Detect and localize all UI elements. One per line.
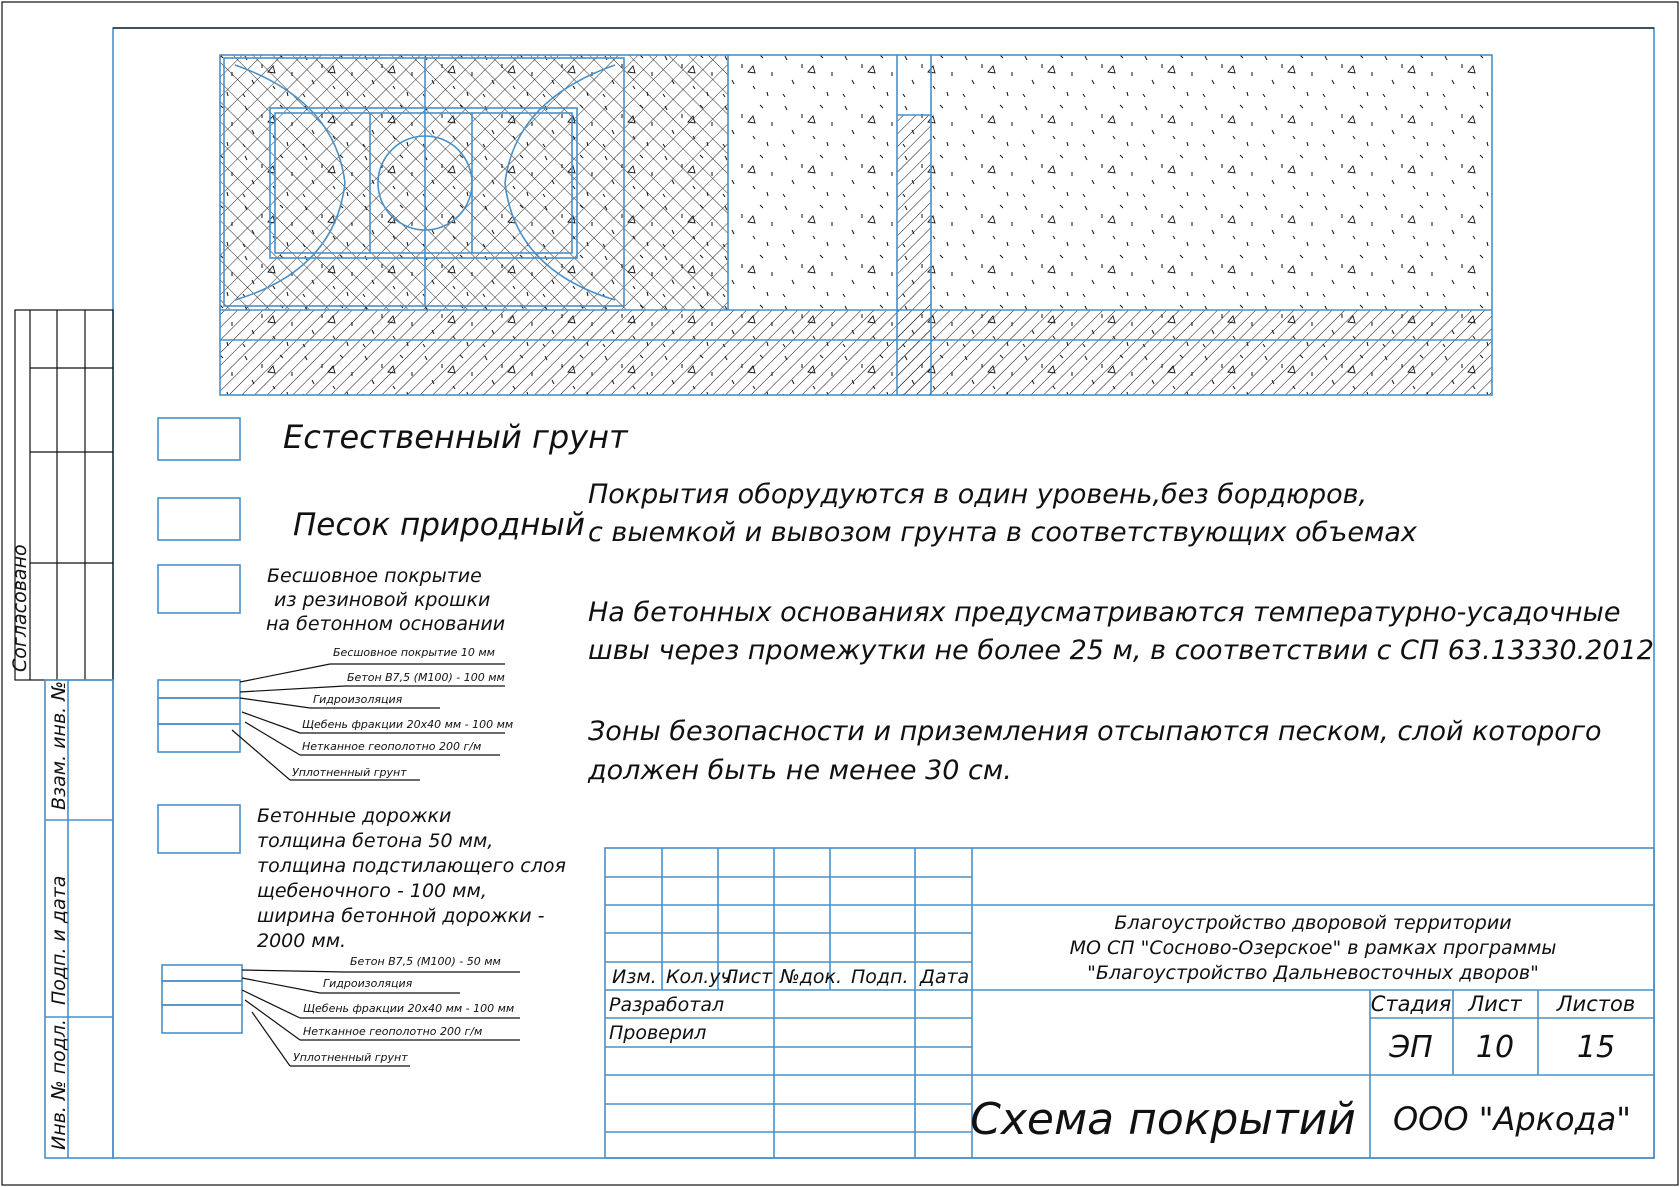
project-line-2: МО СП "Сосново-Озерское" в рамках программы xyxy=(1069,937,1557,959)
sheets-value: 15 xyxy=(1576,1030,1616,1065)
rubber-layer-1: Бесшовное покрытие 10 мм xyxy=(333,646,495,659)
rubber-layer-2: Бетон В7,5 (М100) - 100 мм xyxy=(347,671,505,684)
notes xyxy=(587,479,1654,786)
company-name: ООО "Аркода" xyxy=(1392,1100,1632,1138)
podp-label: Подп. и дата xyxy=(48,875,70,1005)
sheet-label: Лист xyxy=(1468,992,1522,1016)
hdr-izm: Изм. xyxy=(612,966,657,988)
side-stamp xyxy=(9,310,113,1158)
concrete-path xyxy=(897,115,931,395)
rubber-layer-6: Уплотненный грунт xyxy=(292,766,407,779)
inv-label: Инв. № подл. xyxy=(48,1018,70,1150)
drawing-title: Схема покрытий xyxy=(970,1094,1356,1145)
note-3: На бетонных основаниях предусматриваются температурно-усадочные xyxy=(588,597,1621,628)
hdr-data: Дата xyxy=(920,966,970,988)
legend-concrete-5: ширина бетонной дорожки - xyxy=(257,905,545,927)
concrete-layer-4: Нетканное геополотно 200 г/м xyxy=(303,1025,483,1038)
legend-rubber-1: Бесшовное покрытие xyxy=(267,565,482,587)
rubber-layer-5: Нетканное геополотно 200 г/м xyxy=(302,740,482,753)
project-line-3: "Благоустройство Дальневосточных дворов" xyxy=(1087,962,1539,984)
legend-concrete-1: Бетонные дорожки xyxy=(257,805,452,827)
legend-concrete-4: щебеночного - 100 мм, xyxy=(257,880,487,902)
vzam-label: Взам. инв. № xyxy=(48,680,70,810)
legend-concrete-6: 2000 мм. xyxy=(257,930,347,952)
note-2: с выемкой и вывозом грунта в соответствующих объемах xyxy=(588,517,1417,548)
soil-strip xyxy=(220,310,1492,395)
stage-value: ЭП xyxy=(1389,1030,1433,1065)
note-5: Зоны безопасности и приземления отсыпаются песком, слой которого xyxy=(588,716,1602,747)
stage-label: Стадия xyxy=(1370,992,1452,1016)
concrete-layer-3: Щебень фракции 20х40 мм - 100 мм xyxy=(303,1002,515,1015)
legend-soil: Естественный грунт xyxy=(283,418,628,456)
coverage-plan xyxy=(220,55,1492,395)
legend-concrete-2: толщина бетона 50 мм, xyxy=(257,830,494,852)
project-line-1: Благоустройство дворовой территории xyxy=(1114,912,1512,934)
concrete-layer-1: Бетон В7,5 (М100) - 50 мм xyxy=(350,955,501,968)
hdr-ndok: №док. xyxy=(780,966,843,988)
rubber-layer-4: Щебень фракции 20х40 мм - 100 мм xyxy=(302,718,514,731)
note-1: Покрытия оборудуются в один уровень,без бордюров, xyxy=(588,479,1368,510)
legend-sand: Песок природный xyxy=(293,507,586,543)
agreed-label: Согласовано xyxy=(9,544,31,672)
hdr-list: Лист xyxy=(724,966,773,988)
checked-label: Проверил xyxy=(609,1022,707,1044)
legend-concrete-3: толщина подстилающего слоя xyxy=(257,855,566,877)
title-block xyxy=(605,848,1654,1158)
developed-label: Разработал xyxy=(609,994,725,1016)
hdr-podp: Подп. xyxy=(851,966,909,988)
legend-rubber-2: из резиновой крошки xyxy=(274,589,491,611)
legend xyxy=(158,418,629,1066)
sheets-label: Листов xyxy=(1556,992,1636,1016)
rubber-area xyxy=(220,55,728,310)
note-4: швы через промежутки не более 25 м, в соответствии с СП 63.13330.2012 xyxy=(588,635,1654,666)
concrete-layer-2: Гидроизоляция xyxy=(323,977,413,990)
rubber-layer-3: Гидроизоляция xyxy=(313,693,403,706)
hdr-kolich: Кол.уч. xyxy=(666,966,738,988)
concrete-layer-5: Уплотненный грунт xyxy=(293,1051,408,1064)
note-6: должен быть не менее 30 см. xyxy=(588,755,1012,786)
sheet-value: 10 xyxy=(1475,1030,1515,1065)
legend-rubber-3: на бетонном основании xyxy=(266,613,506,635)
